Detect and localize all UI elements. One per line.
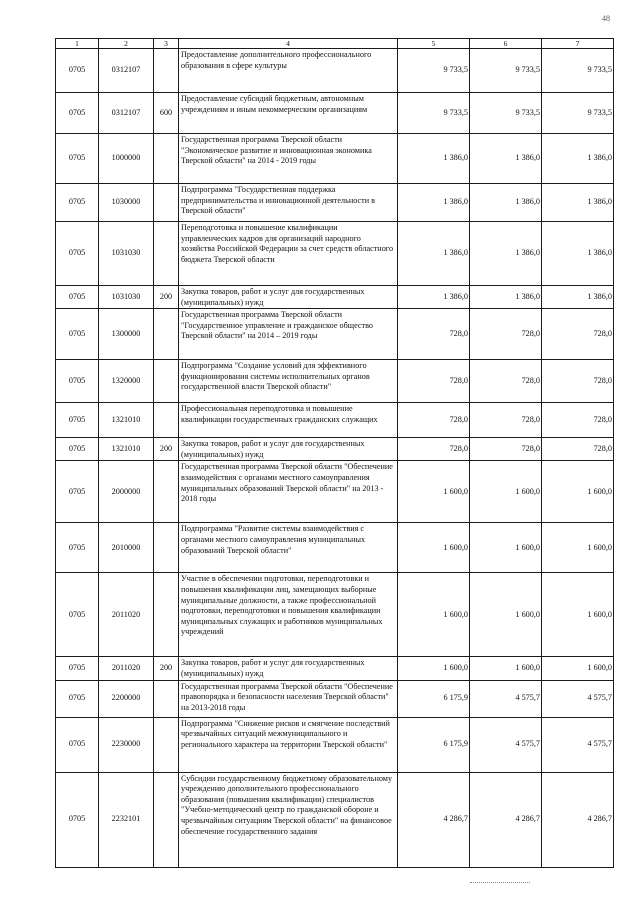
table-row [56,657,614,680]
amount-year-1-cell: 1 600,0 [398,573,470,657]
code-section-cell: 0705 [56,93,99,134]
amount-year-3-cell: 1 386,0 [542,286,614,309]
target-article-cell: 0312107 [99,93,154,134]
amount-year-1-cell: 9 733,5 [398,93,470,134]
description-cell: Участие в обеспечении подготовки, переподготовки и повышения квалификации лиц, замещающих выборные муниципальные должности, а также профессиональной подготовки, переподготовки и повышения квалификации муниципальных служащих и работников муниципальных учреждений [179,573,398,657]
code-section-cell: 0705 [56,49,99,93]
code-section-cell: 0705 [56,309,99,360]
amount-year-3-cell: 1 386,0 [542,222,614,286]
description-cell: Предоставление дополнительного профессионального образования в сфере культуры [179,49,398,93]
amount-year-2-cell: 1 386,0 [470,184,542,222]
amount-year-3-cell: 728,0 [542,403,614,438]
description-cell: Государственная программа Тверской области "Экономическое развитие и инновационная экономика Тверской области" на 2014 - 2019 годы [179,134,398,184]
table-row [56,461,614,523]
amount-year-2-cell: 1 600,0 [470,523,542,573]
amount-year-1-cell: 1 386,0 [398,286,470,309]
amount-year-1-cell: 1 386,0 [398,134,470,184]
description-cell: Закупка товаров, работ и услуг для государственных (муниципальных) нужд [179,438,398,461]
table-row [56,49,614,93]
table-row [56,360,614,403]
target-article-cell: 1031030 [99,286,154,309]
expense-type-cell [154,134,179,184]
table-row [56,286,614,309]
amount-year-1-cell: 1 600,0 [398,523,470,573]
table-row [56,222,614,286]
target-article-cell: 1320000 [99,360,154,403]
expense-type-cell [154,49,179,93]
table-row [56,772,614,867]
target-article-cell: 2011020 [99,573,154,657]
expense-type-cell [154,184,179,222]
expense-type-cell [154,523,179,573]
code-section-cell: 0705 [56,222,99,286]
expense-type-cell [154,309,179,360]
budget-table [55,38,614,868]
amount-year-2-cell: 4 286,7 [470,772,542,867]
expense-type-cell: 200 [154,657,179,680]
table-row [56,438,614,461]
amount-year-1-cell: 728,0 [398,360,470,403]
amount-year-2-cell: 1 600,0 [470,657,542,680]
amount-year-1-cell: 9 733,5 [398,49,470,93]
amount-year-2-cell: 728,0 [470,438,542,461]
target-article-cell: 1321010 [99,438,154,461]
target-article-cell: 1300000 [99,309,154,360]
header-col-1: 1 [56,39,99,49]
table-row [56,717,614,772]
amount-year-1-cell: 6 175,9 [398,717,470,772]
page-number: 48 [602,14,610,23]
amount-year-2-cell: 728,0 [470,360,542,403]
table-row [56,93,614,134]
expense-type-cell [154,680,179,717]
amount-year-1-cell: 728,0 [398,403,470,438]
amount-year-2-cell: 4 575,7 [470,717,542,772]
code-section-cell: 0705 [56,523,99,573]
amount-year-1-cell: 1 600,0 [398,657,470,680]
description-cell: Профессиональная переподготовка и повышение квалификации государственных гражданских служащих [179,403,398,438]
expense-type-cell: 200 [154,438,179,461]
header-col-3: 3 [154,39,179,49]
amount-year-1-cell: 1 386,0 [398,184,470,222]
code-section-cell: 0705 [56,772,99,867]
expense-type-cell [154,772,179,867]
target-article-cell: 2230000 [99,717,154,772]
header-col-2: 2 [99,39,154,49]
amount-year-1-cell: 1 386,0 [398,222,470,286]
amount-year-3-cell: 9 733,5 [542,93,614,134]
amount-year-2-cell: 1 386,0 [470,222,542,286]
code-section-cell: 0705 [56,438,99,461]
description-cell: Субсидии государственному бюджетному образовательному учреждению дополнительного профессионального образования (повышения квалификации) специалистов "Учебно-методический центр по гражданской обороне и чрезвычайным ситуациям Тверской области" на финансовое обеспечение государственного задания [179,772,398,867]
table-row [56,523,614,573]
target-article-cell: 1000000 [99,134,154,184]
description-cell: Подпрограмма "Снижение рисков и смягчение последствий чрезвычайных ситуаций межмуниципального и регионального характера на территории Тверской области" [179,717,398,772]
amount-year-3-cell: 1 386,0 [542,134,614,184]
expense-type-cell: 600 [154,93,179,134]
table-row [56,184,614,222]
code-section-cell: 0705 [56,573,99,657]
header-col-7: 7 [542,39,614,49]
target-article-cell: 1030000 [99,184,154,222]
description-cell: Закупка товаров, работ и услуг для государственных (муниципальных) нужд [179,657,398,680]
amount-year-3-cell: 728,0 [542,309,614,360]
amount-year-3-cell: 4 575,7 [542,717,614,772]
target-article-cell: 1321010 [99,403,154,438]
target-article-cell: 2232101 [99,772,154,867]
description-cell: Переподготовка и повышение квалификации управленческих кадров для организаций народного хозяйства Российской Федерации за счет средств областного бюджета Тверской области [179,222,398,286]
expense-type-cell [154,573,179,657]
code-section-cell: 0705 [56,360,99,403]
amount-year-2-cell: 728,0 [470,309,542,360]
description-cell: Государственная программа Тверской области "Государственное управление и гражданское общество Тверской области" на 2014 – 2019 годы [179,309,398,360]
header-col-4: 4 [179,39,398,49]
amount-year-3-cell: 4 575,7 [542,680,614,717]
amount-year-2-cell: 4 575,7 [470,680,542,717]
expense-type-cell [154,360,179,403]
amount-year-3-cell: 1 600,0 [542,523,614,573]
amount-year-2-cell: 9 733,5 [470,49,542,93]
description-cell: Подпрограмма "Создание условий для эффективного функционирования системы исполнительных органов государственной власти Тверской области" [179,360,398,403]
expense-type-cell: 200 [154,286,179,309]
target-article-cell: 2010000 [99,523,154,573]
expense-type-cell [154,717,179,772]
amount-year-3-cell: 4 286,7 [542,772,614,867]
description-cell: Закупка товаров, работ и услуг для государственных (муниципальных) нужд [179,286,398,309]
bottom-edge-mark [470,882,530,884]
code-section-cell: 0705 [56,184,99,222]
amount-year-2-cell: 1 386,0 [470,134,542,184]
amount-year-2-cell: 1 600,0 [470,573,542,657]
amount-year-1-cell: 728,0 [398,309,470,360]
amount-year-3-cell: 728,0 [542,438,614,461]
target-article-cell: 2000000 [99,461,154,523]
expense-type-cell [154,403,179,438]
amount-year-1-cell: 1 600,0 [398,461,470,523]
expense-type-cell [154,461,179,523]
table-row [56,134,614,184]
target-article-cell: 2200000 [99,680,154,717]
code-section-cell: 0705 [56,717,99,772]
expense-type-cell [154,222,179,286]
amount-year-2-cell: 728,0 [470,403,542,438]
target-article-cell: 0312107 [99,49,154,93]
amount-year-3-cell: 9 733,5 [542,49,614,93]
header-col-6: 6 [470,39,542,49]
amount-year-2-cell: 1 386,0 [470,286,542,309]
description-cell: Подпрограмма "Государственная поддержка предпринимательства и инновационной деятельности в Тверской области" [179,184,398,222]
amount-year-2-cell: 9 733,5 [470,93,542,134]
amount-year-1-cell: 728,0 [398,438,470,461]
target-article-cell: 2011020 [99,657,154,680]
code-section-cell: 0705 [56,134,99,184]
amount-year-1-cell: 6 175,9 [398,680,470,717]
amount-year-1-cell: 4 286,7 [398,772,470,867]
header-col-5: 5 [398,39,470,49]
amount-year-3-cell: 1 386,0 [542,184,614,222]
amount-year-2-cell: 1 600,0 [470,461,542,523]
table-header-row [56,39,614,49]
table-row [56,680,614,717]
code-section-cell: 0705 [56,657,99,680]
table-row [56,309,614,360]
description-cell: Государственная программа Тверской области "Обеспечение взаимодействия с органами местного самоуправления муниципальных образований Тверской области" на 2013 - 2018 годы [179,461,398,523]
table-row [56,403,614,438]
description-cell: Государственная программа Тверской области "Обеспечение правопорядка и безопасности населения Тверской области" на 2013-2018 годы [179,680,398,717]
code-section-cell: 0705 [56,286,99,309]
amount-year-3-cell: 1 600,0 [542,461,614,523]
description-cell: Предоставление субсидий бюджетным, автономным учреждениям и иным некоммерческим организациям [179,93,398,134]
code-section-cell: 0705 [56,680,99,717]
code-section-cell: 0705 [56,461,99,523]
amount-year-3-cell: 1 600,0 [542,573,614,657]
table-row [56,573,614,657]
target-article-cell: 1031030 [99,222,154,286]
code-section-cell: 0705 [56,403,99,438]
description-cell: Подпрограмма "Развитие системы взаимодействия с органами местного самоуправления муниципальных образований Тверской области" [179,523,398,573]
amount-year-3-cell: 1 600,0 [542,657,614,680]
amount-year-3-cell: 728,0 [542,360,614,403]
